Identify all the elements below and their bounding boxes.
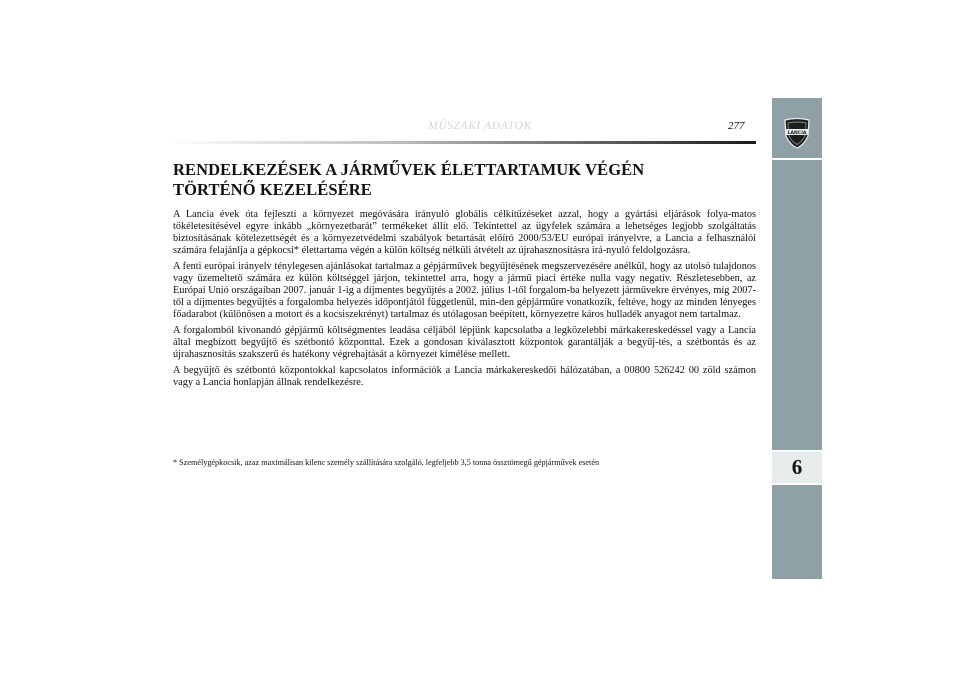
article-body (173, 209, 756, 393)
header-rule (170, 141, 756, 144)
chapter-number-tab: 6 (772, 450, 822, 485)
paragraph-1: A Lancia évek óta fejleszti a környezet megóvására irányuló globális célkitűzéseket azzal, hogy a gyártási eljárások folya-matos tökéletesítésével egyre inkább „környezetbarát” termékeket állít elő. Tekintettel az ügyfelek számára a lehetséges legjobb szolgáltatás biztosításának kötelezettségét és a környezetvédelmi szabályok betartását előíró 2000/53/EU európai irányelvre, a Lancia a felhasználói számára felajánlja a gépkocsi* élettartama végén a külön költség nélküli átvételt az újrahasznosításra irá-nyuló feldolgozásra. (173, 209, 756, 256)
section-title-line-2: TÖRTÉNŐ KEZELÉSÉRE (173, 180, 372, 199)
side-tab-divider (772, 158, 822, 160)
lancia-shield-icon (780, 116, 814, 150)
paragraph-2: A fenti európai irányelv ténylegesen ajánlásokat tartalmaz a gépjárművek begyűjtésének megszervezésére anélkül, hogy az utolsó tulajdonos vagy üzemeltető számára ez külön költséggel járjon, tekintettel arra, hogy a jármű piaci értéke nulla vagy negatív. Részletesebben, az Európai Unió országaiban 2007. január 1-ig a díjmentes begyűjtés a 2002. július 1-től forgalom-ba helyezett járművekre érvényes, míg 2007-től a díjmentes begyűjtés a forgalomba helyezés időpontjától függetlenül, min-den gépjárműre vonatkozik, feltéve, hogy az minden lényeges főadarabot (különösen a motort és a kocsiszekrényt) tartalmaz és utólagosan beépített, környezetre káros hulladék anyagot nem tartalmaz. (173, 261, 756, 320)
footnote: * Személygépkocsik, azaz maximálisan kilenc személy szállítására szolgáló, legfeljebb 3,5 tonna össztömegű gépjárművek esetén (173, 458, 600, 467)
logo-text: LANCIA (787, 130, 807, 136)
section-title (173, 160, 753, 200)
side-tab-panel (772, 98, 822, 579)
paragraph-3: A forgalomból kivonandó gépjármű költségmentes leadása céljából lépjünk kapcsolatba a legközelebbi márkakereskedéssel vagy a Lancia által megbízott begyűjtő és szétbontó központtal. Ezek a gondosan kiválasztott központok garantálják a begyűj-tés, a szétbontás és az újrahasznosítás szakszerű és hatékony végrehajtását a környezet kímélése mellett. (173, 325, 756, 360)
page-number: 277 (728, 120, 745, 132)
section-title-line-1: RENDELKEZÉSEK A JÁRMŰVEK ÉLETTARTAMUK VÉGÉN (173, 160, 645, 179)
running-header-section: MŰSZAKI ADATOK (428, 120, 532, 132)
paragraph-4: A begyűjtő és szétbontó központokkal kapcsolatos információk a Lancia márkakereskedői hálózatában, a 00800 526242 00 zöld számon vagy a Lancia honlapján állnak rendelkezésre. (173, 365, 756, 388)
